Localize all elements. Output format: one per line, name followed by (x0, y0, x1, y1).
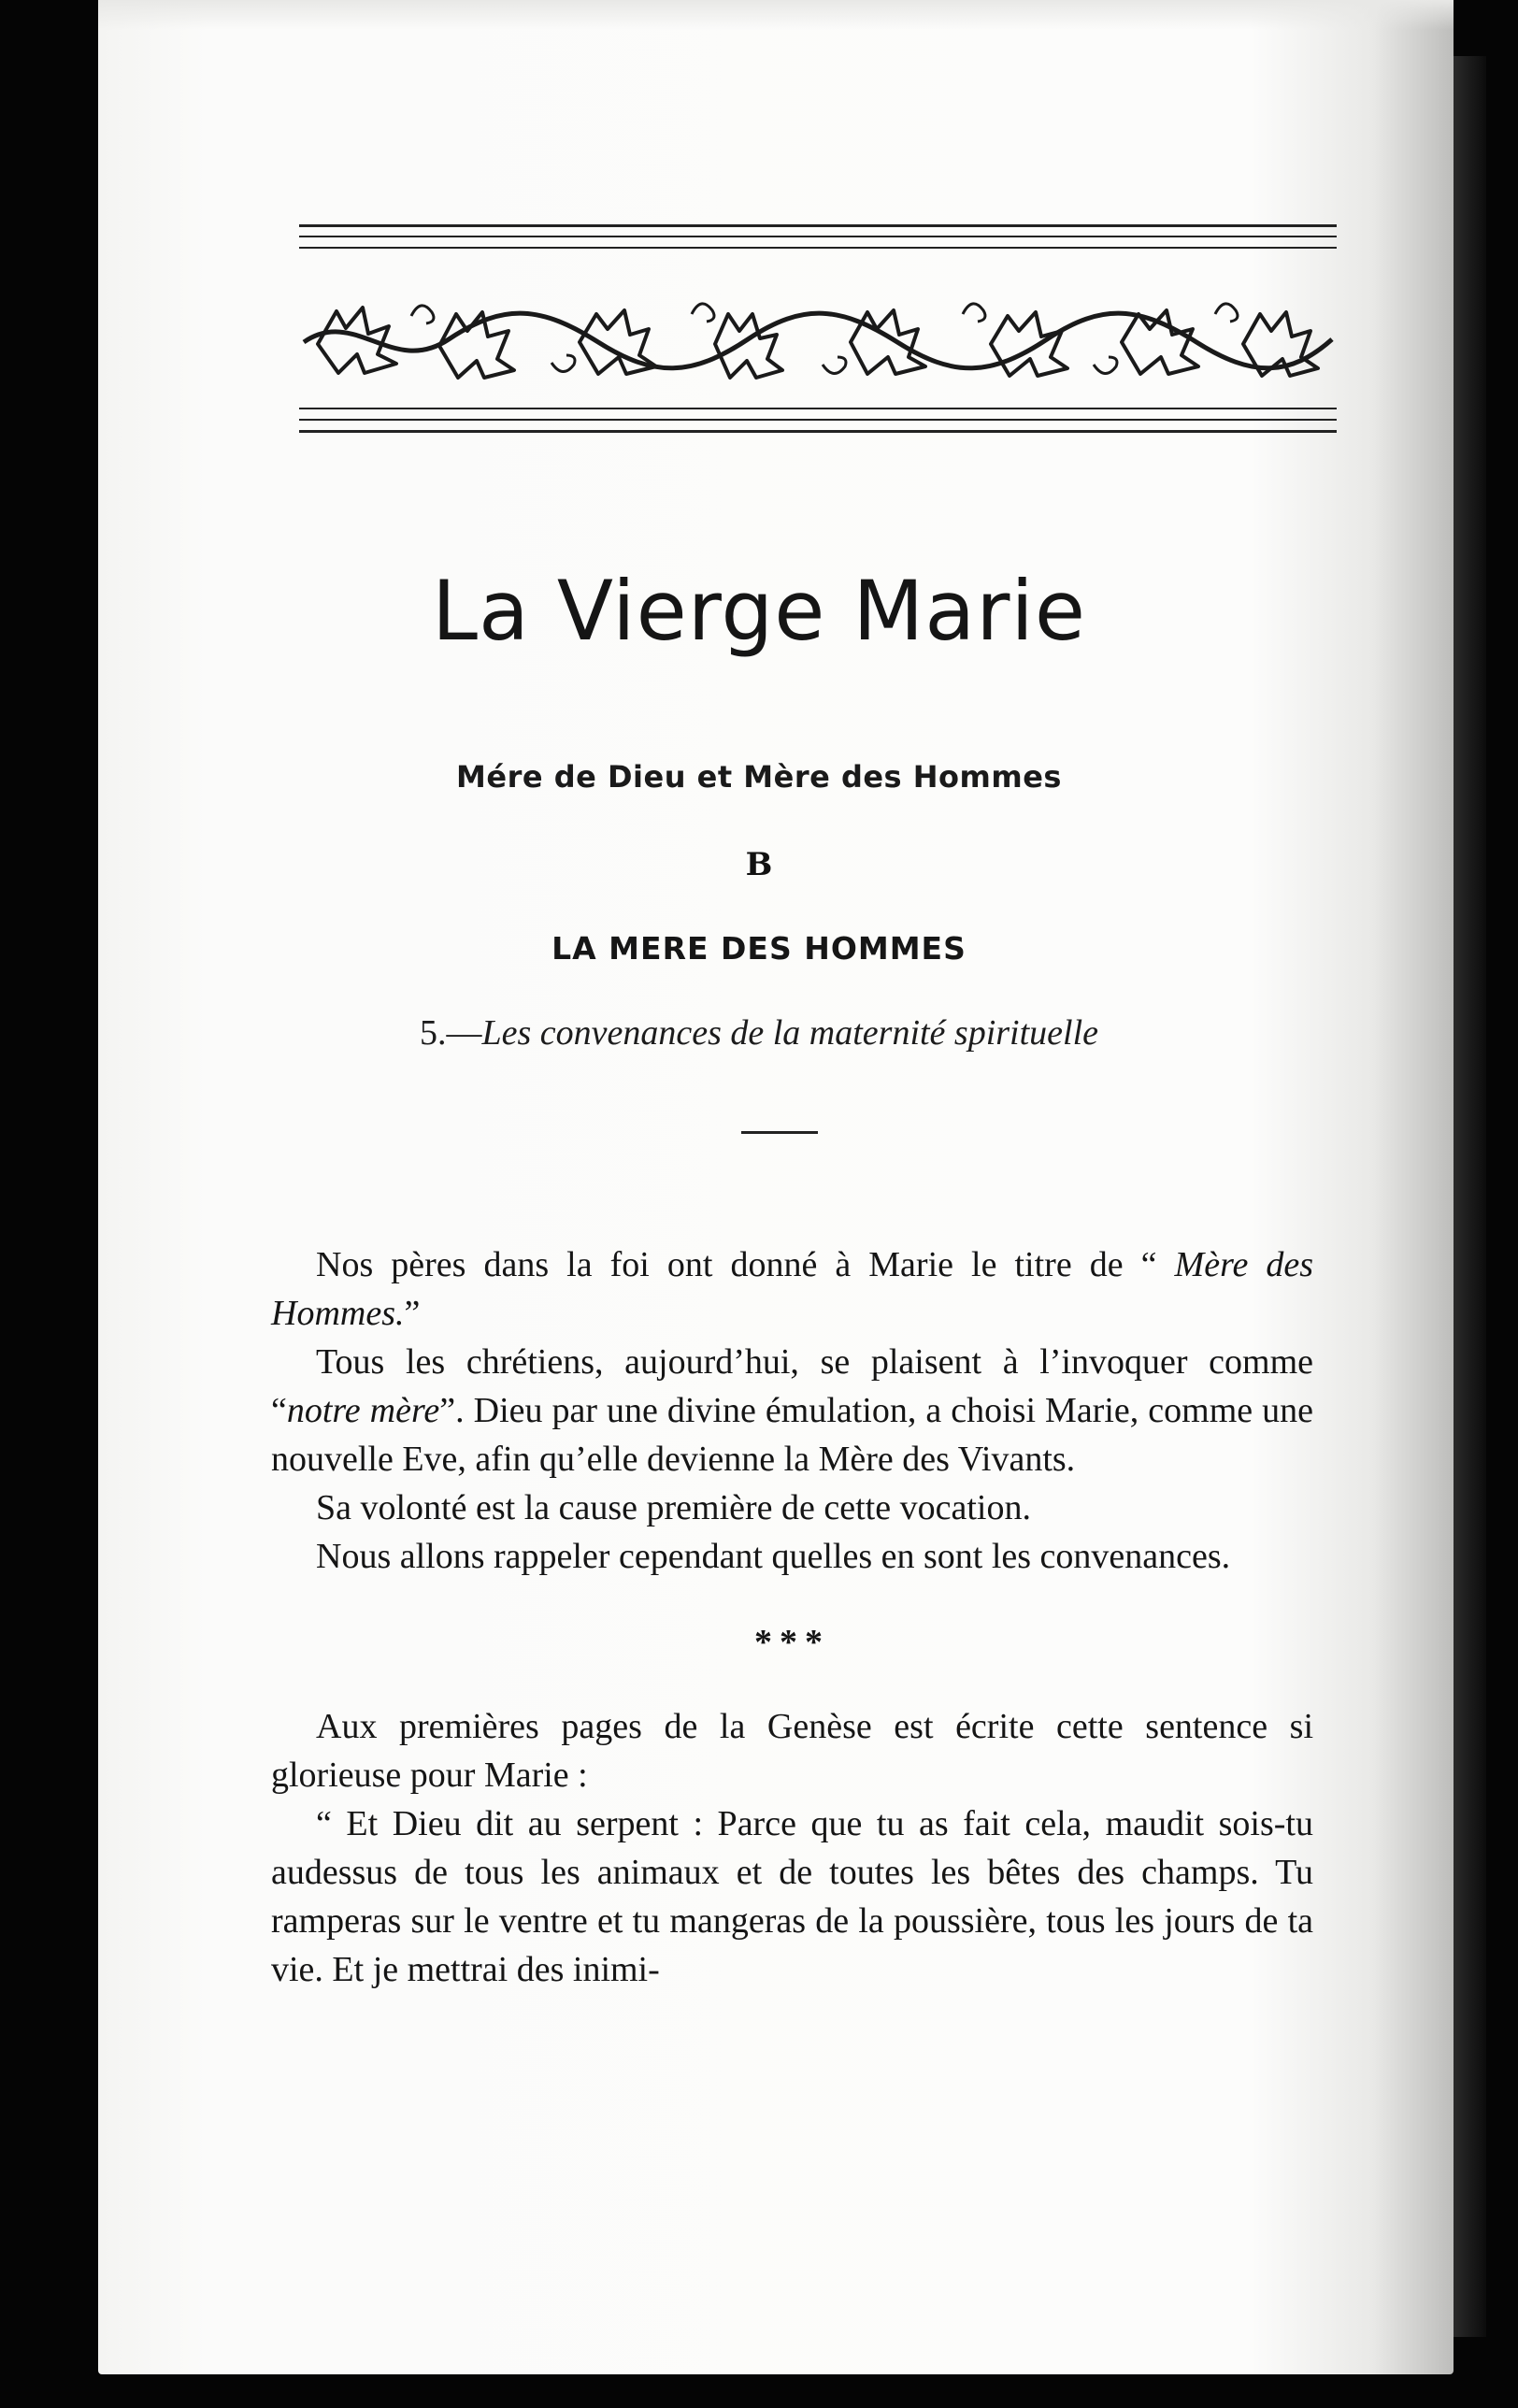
page-title: La Vierge Marie (431, 563, 1086, 659)
paragraph-6: “ Et Dieu dit au serpent : Parce que tu as fait cela, maudit sois-tu audessus de tous les animaux et de toutes les bêtes des champs. Tu ramperas sur le ventre et tu mangeras de la poussière, tous les jours de ta vie. Et je mettrai des inimi- (271, 1804, 1313, 1989)
paragraph-2-emphasis: notre mère (286, 1391, 440, 1430)
paragraph-3: Sa volonté est la cause première de cette vocation. (316, 1488, 1031, 1527)
paragraph-1-end: ” (404, 1294, 421, 1333)
paragraph-2 (271, 1338, 1313, 1484)
paragraph-5: Aux premières pages de la Genèse est écrite cette sentence si glorieuse pour Marie : (271, 1707, 1313, 1795)
paragraph-4: Nous allons rappeler cependant quelles en sont les convenances. (316, 1537, 1231, 1576)
section-letter: B (745, 846, 773, 883)
asterism-separator: *** (754, 1623, 830, 1662)
page-top-edge (98, 0, 1454, 30)
ornament-top-rule-1 (299, 224, 1337, 227)
ornament-bottom-rule-3 (299, 430, 1337, 433)
section-divider-rule (741, 1131, 818, 1134)
paragraph-1-emphasis: Mère des Hommes. (271, 1245, 1314, 1333)
ornament-bottom-rule-1 (299, 408, 1337, 409)
paragraph-2-text: Tous les chrétiens, aujourd’hui, se plaisent à l’invoquer comme “ (271, 1342, 1313, 1430)
paragraph-2-end: ”. Dieu par une divine émulation, a choisi Marie, comme une nouvelle Eve, afin qu’elle devienne la Mère des Vivants. (271, 1391, 1313, 1479)
paragraph-1-text: Nos pères dans la foi ont donné à Marie le titre de “ (316, 1245, 1175, 1284)
vine-leaf-ornament-icon (299, 288, 1337, 391)
paragraph-1 (271, 1240, 1313, 1338)
chapter-number: 5.— (419, 1013, 482, 1053)
ornamental-header-band (299, 224, 1337, 449)
ornament-top-rule-3 (299, 247, 1337, 249)
body-text (271, 1240, 1313, 1994)
page-fold-shadow (1454, 56, 1486, 2337)
ornament-top-rule-2 (299, 236, 1337, 237)
ornament-bottom-rule-2 (299, 419, 1337, 421)
chapter-heading (0, 1012, 1518, 1054)
section-heading: LA MERE DES HOMMES (551, 930, 967, 967)
chapter-title: Les convenances de la maternité spirituelle (481, 1013, 1099, 1053)
page-subtitle: Mére de Dieu et Mère des Hommes (456, 759, 1062, 795)
